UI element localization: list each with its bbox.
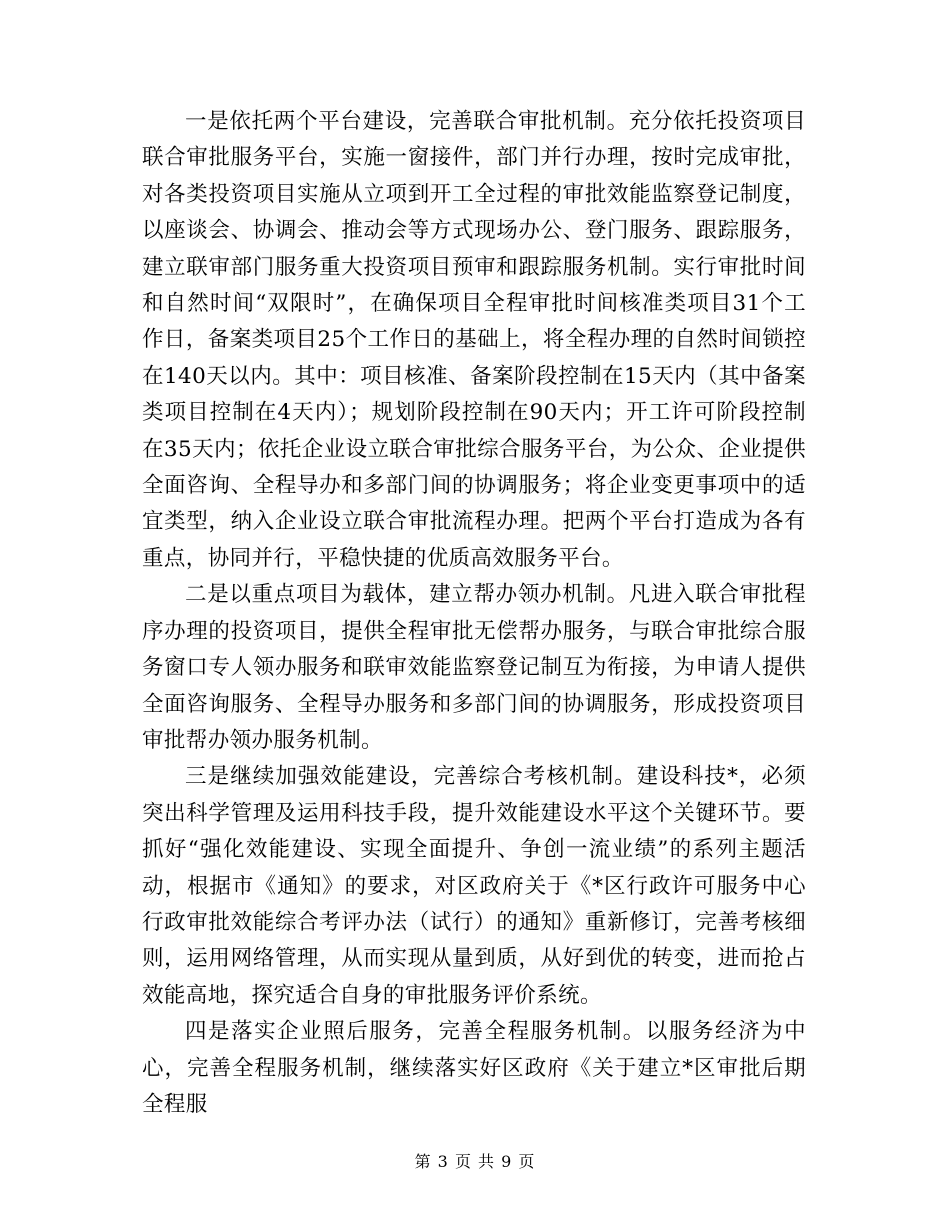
paragraph-1: 一是依托两个平台建设，完善联合审批机制。充分依托投资项目联合审批服务平台，实施一窗接件，部门并行办理，按时完成审批，对各类投资项目实施从立项到开工全过程的审批效能监察登记制度，以座谈会、协调会、推动会等方式现场办公、登门服务、跟踪服务，建立联审部门服务重大投资项目预审和跟踪服务机制。实行审批时间和自然时间“双限时”，在确保项目全程审批时间核准类项目31个工作日，备案类项目25个工作日的基础上，将全程办理的自然时间锁控在140天以内。其中：项目核准、备案阶段控制在15天内（其中备案类项目控制在4天内）；规划阶段控制在90天内；开工许可阶段控制在35天内；依托企业设立联合审批综合服务平台，为公众、企业提供全面咨询、全程导办和多部门间的协调服务；将企业变更事项中的适宜类型，纳入企业设立联合审批流程办理。把两个平台打造成为各有重点，协同并行，平稳快捷的优质高效服务平台。 xyxy=(142,109,806,571)
document-body xyxy=(142,104,806,1123)
page-number-footer: 第 3 页 共 9 页 xyxy=(414,1152,536,1171)
paragraph-4: 四是落实企业照后服务，完善全程服务机制。以服务经济为中心，完善全程服务机制，继续落实好区政府《关于建立*区审批后期全程服 xyxy=(142,1019,806,1117)
paragraph-2: 二是以重点项目为载体，建立帮办领办机制。凡进入联合审批程序办理的投资项目，提供全程审批无偿帮办服务，与联合审批综合服务窗口专人领办服务和联审效能监察登记制互为衔接，为申请人提供全面咨询服务、全程导办服务和多部门间的协调服务，形成投资项目审批帮办领办服务机制。 xyxy=(142,582,806,753)
paragraph-3: 三是继续加强效能建设，完善综合考核机制。建设科技*，必须突出科学管理及运用科技手段，提升效能建设水平这个关键环节。要抓好“强化效能建设、实现全面提升、争创一流业绩”的系列主题活动，根据市《通知》的要求，对区政府关于《*区行政许可服务中心行政审批效能综合考评办法（试行）的通知》重新修订，完善考核细则，运用网络管理，从而实现从量到质，从好到优的转变，进而抢占效能高地，探究适合自身的审批服务评价系统。 xyxy=(142,764,806,1008)
